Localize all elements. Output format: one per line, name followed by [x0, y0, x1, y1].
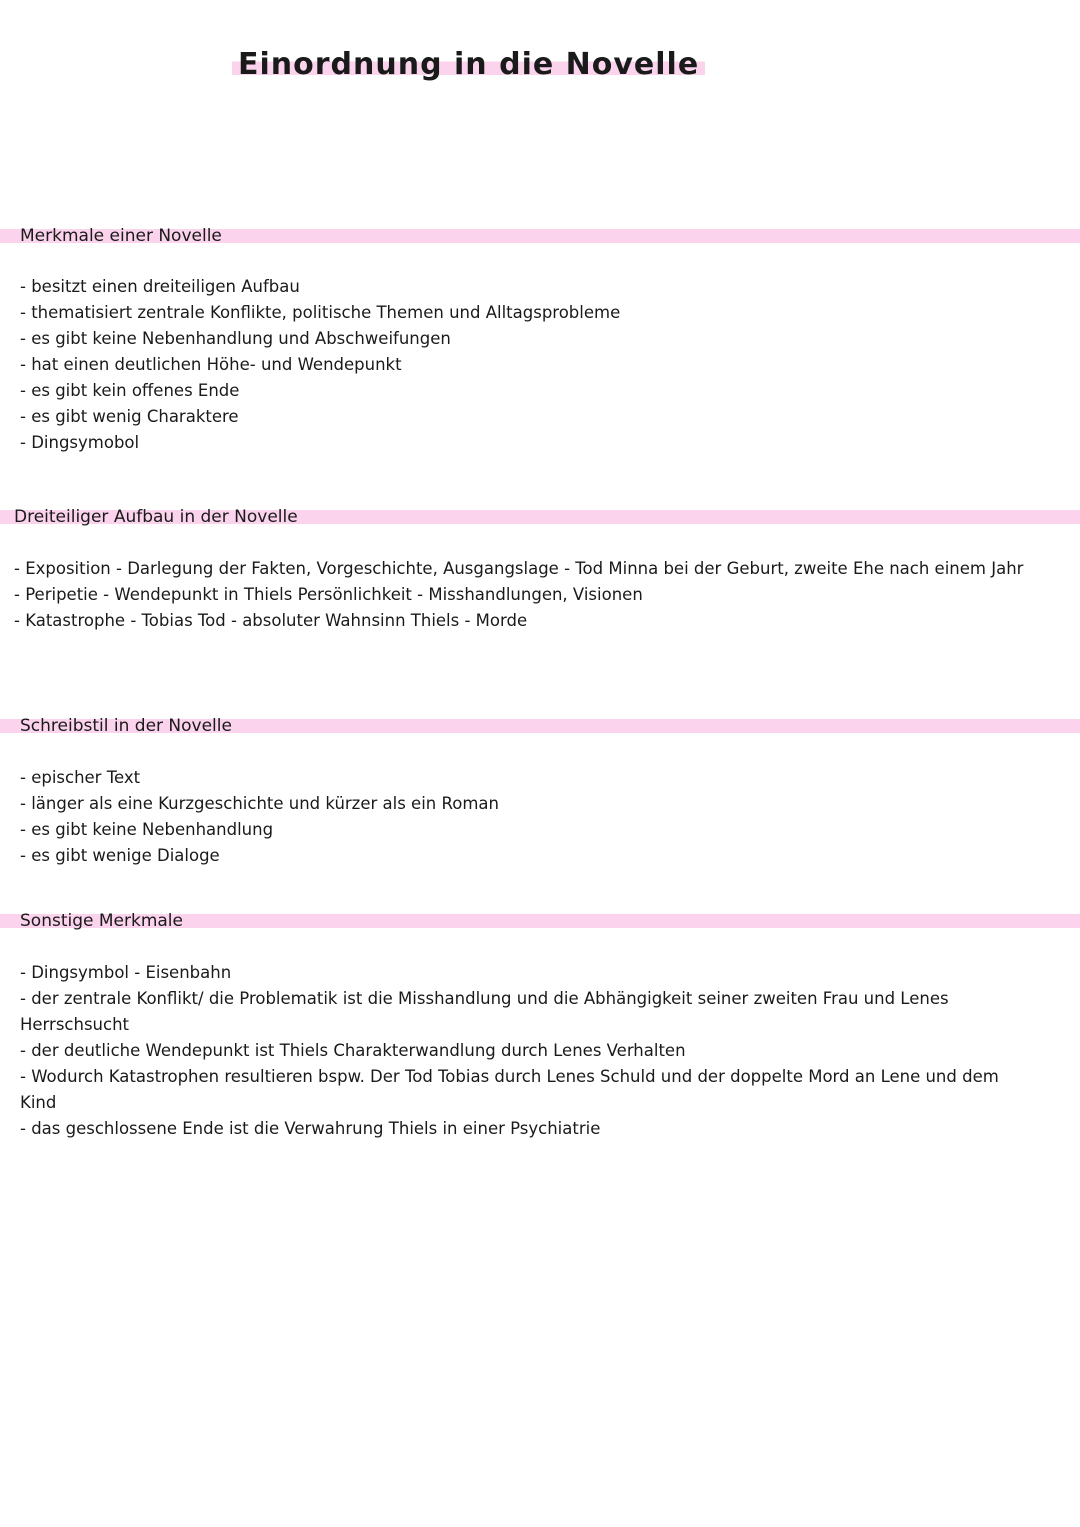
- section-heading-bar: [0, 714, 1080, 738]
- bullet-list: [0, 274, 1080, 456]
- bullet-list: [0, 960, 1080, 1142]
- list-item: - der zentrale Konflikt/ die Problematik ist die Misshandlung und die Abhängigkeit seiner zweiten Frau und Lenes Herrschsucht: [20, 989, 949, 1034]
- list-item: - es gibt keine Nebenhandlung und Abschweifungen: [20, 329, 451, 348]
- section-sonstige: [0, 909, 1080, 1142]
- section-heading: Merkmale einer Novelle: [20, 226, 222, 246]
- section-aufbau: [0, 505, 1080, 634]
- section-heading: Schreibstil in der Novelle: [20, 716, 232, 736]
- list-item: - Exposition - Darlegung der Fakten, Vorgeschichte, Ausgangslage - Tod Minna bei der Geburt, zweite Ehe nach einem Jahr: [14, 559, 1024, 578]
- list-item: - Katastrophe - Tobias Tod - absoluter Wahnsinn Thiels - Morde: [14, 611, 528, 630]
- list-item: - es gibt keine Nebenhandlung: [20, 820, 274, 839]
- section-heading-bar: [0, 224, 1080, 248]
- section-heading-bar: [0, 505, 1080, 529]
- list-item: - das geschlossene Ende ist die Verwahrung Thiels in einer Psychiatrie: [20, 1119, 601, 1138]
- list-item: - es gibt wenig Charaktere: [20, 407, 239, 426]
- list-item: - Wodurch Katastrophen resultieren bspw. Der Tod Tobias durch Lenes Schuld und der doppelte Mord an Lene und dem Kind: [20, 1067, 999, 1112]
- list-item: - es gibt wenige Dialoge: [20, 846, 220, 865]
- list-item: - thematisiert zentrale Konflikte, politische Themen und Alltagsprobleme: [20, 303, 621, 322]
- list-item: - epischer Text: [20, 768, 141, 787]
- section-heading: Sonstige Merkmale: [20, 911, 183, 931]
- list-item: - hat einen deutlichen Höhe- und Wendepunkt: [20, 355, 402, 374]
- list-item: - es gibt kein offenes Ende: [20, 381, 240, 400]
- section-heading: Dreiteiliger Aufbau in der Novelle: [14, 507, 298, 527]
- list-item: - Peripetie - Wendepunkt in Thiels Persönlichkeit - Misshandlungen, Visionen: [14, 585, 643, 604]
- title-container: [232, 38, 705, 90]
- list-item: - Dingsymobol: [20, 433, 140, 452]
- section-schreibstil: [0, 714, 1080, 869]
- list-item: - Dingsymbol - Eisenbahn: [20, 963, 232, 982]
- bullet-list: [0, 556, 1080, 634]
- list-item: - der deutliche Wendepunkt ist Thiels Charakterwandlung durch Lenes Verhalten: [20, 1041, 686, 1060]
- list-item: - länger als eine Kurzgeschichte und kürzer als ein Roman: [20, 794, 499, 813]
- bullet-list: [0, 765, 1080, 869]
- section-heading-bar: [0, 909, 1080, 933]
- page-title: Einordnung in die Novelle: [232, 47, 705, 82]
- section-merkmale: [0, 224, 1080, 456]
- list-item: - besitzt einen dreiteiligen Aufbau: [20, 277, 300, 296]
